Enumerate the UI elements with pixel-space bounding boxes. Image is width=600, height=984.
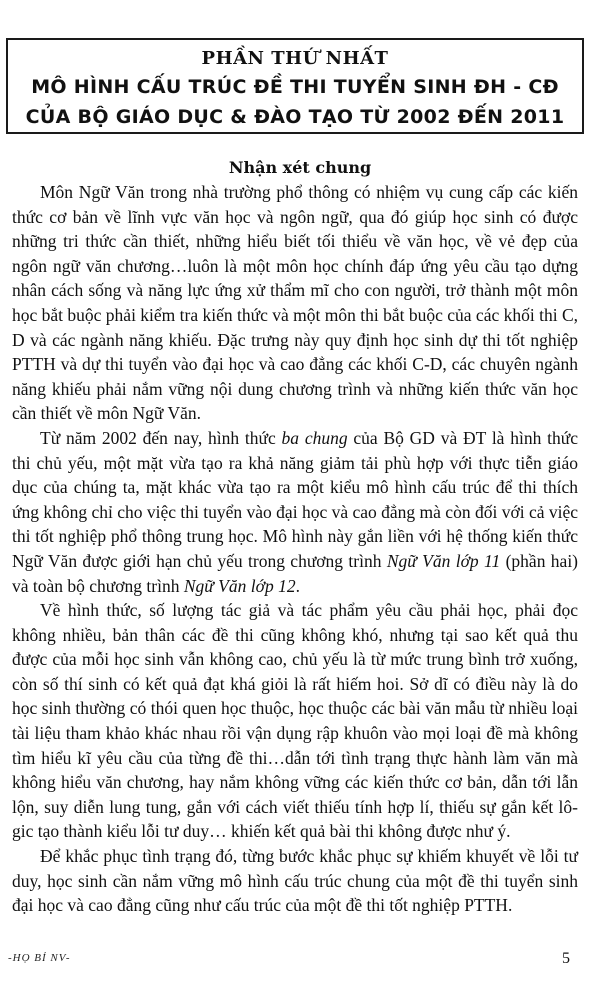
body-text [12, 180, 578, 918]
part-label: PHẦN THỨ NHẤT [201, 48, 389, 69]
paragraph-2-part-g: . [295, 575, 300, 596]
paragraph-2-italic-lop-12: Ngữ Văn lớp 12 [183, 575, 296, 596]
page-number: 5 [562, 950, 570, 967]
paragraph-2-part-e: (phần hai) và toàn bộ chương trình [12, 550, 579, 596]
footer-mark: -HỌ BỈ NV- [8, 952, 71, 964]
paragraph-2 [12, 426, 578, 598]
paragraph-2-part-c: của Bộ GD và ĐT là hình thức thi chủ yếu, một mặt vừa tạo ra khả năng giảm tải phù hợp với thực tiễn giáo dục của chúng ta, mặt khác vừa tạo ra một kiểu mô hình cấu trúc để thi thích ứng không chỉ cho việc thi tuyển vào đại học và cao đẳng mà còn đối với cả việc thi tốt nghiệp phổ thông trung học. Mô hình này gắn liền với hệ thống kiến thức Ngữ Văn được giới hạn chủ yếu trong chương trình [12, 427, 578, 571]
chapter-header-box [6, 38, 584, 134]
chapter-title-line-2: CỦA BỘ GIÁO DỤC & ĐÀO TẠO TỪ 2002 ĐẾN 2011 [25, 106, 565, 128]
paragraph-2-italic-lop-11: Ngữ Văn lớp 11 [386, 550, 501, 571]
chapter-title-line-1: MÔ HÌNH CẤU TRÚC ĐỀ THI TUYỂN SINH ĐH - CĐ [31, 76, 559, 98]
paragraph-4: Để khắc phục tình trạng đó, từng bước khắc phục sự khiếm khuyết về lỗi tư duy, học sinh cần nắm vững mô hình cấu trúc chung của một đề thi tuyển sinh đại học và cao đẳng cũng như cấu trúc của một đề thi tốt nghiệp PTTH. [12, 846, 578, 916]
paragraph-1: Môn Ngữ Văn trong nhà trường phổ thông có nhiệm vụ cung cấp các kiến thức cơ bản về lĩnh vực văn học và ngôn ngữ, qua đó giúp học sinh có được những tri thức cần thiết, những hiểu biết tối thiểu về văn học, về vẻ đẹp của ngôn ngữ văn chương…luôn là một môn học chính đáp ứng yêu cầu tạo dựng nhân cách sống và năng lực ứng xử thẩm mĩ cho con người, trở thành một môn học bắt buộc phải kiểm tra kiến thức và một môn thi bắt buộc của các khối thi C, D và các ngành năng khiếu. Đặc trưng này quy định học sinh dự thi tốt nghiệp PTTH và dự thi tuyển vào đại học và cao đẳng các khối C-D, các chuyên ngành năng khiếu phải nắm vững nội dung chương trình và những kiến thức văn học cần thiết về môn Ngữ Văn. [12, 182, 578, 424]
paragraph-2-part-a: Từ năm 2002 đến nay, hình thức [40, 427, 282, 448]
paragraph-3: Về hình thức, số lượng tác giả và tác phẩm yêu cầu phải học, phải đọc không nhiều, bản thân các đề thi cũng không khó, nhưng tại sao kết quả thu được của mỗi học sinh vẫn không cao, chủ yếu là từ mức trung bình trở xuống, còn số thí sinh có kết quả đạt khá giỏi là rất hiếm hoi. Sở dĩ có điều này là do học sinh thường có thói quen học thuộc, học thuộc các bài văn mẫu từ nhiều loại tài liệu tham khảo khác nhau rồi vận dụng rập khuôn vào mọi loại đề mà không tìm hiểu kĩ yêu cầu của từng đề thi…dẫn tới tình trạng thực hành làm văn mà không hiểu văn chương, hay nắm không vững các kiến thức cơ bản, dẫn tới lẫn lộn, suy diễn lung tung, gắn với cách viết thiếu tính hợp lí, thiếu sự gắn kết lô-gic tạo thành kiểu lỗi tư duy… khiến kết quả bài thi không được như ý. [12, 600, 578, 842]
section-heading: Nhận xét chung [228, 158, 372, 177]
paragraph-2-italic-ba-chung: ba chung [281, 427, 348, 448]
